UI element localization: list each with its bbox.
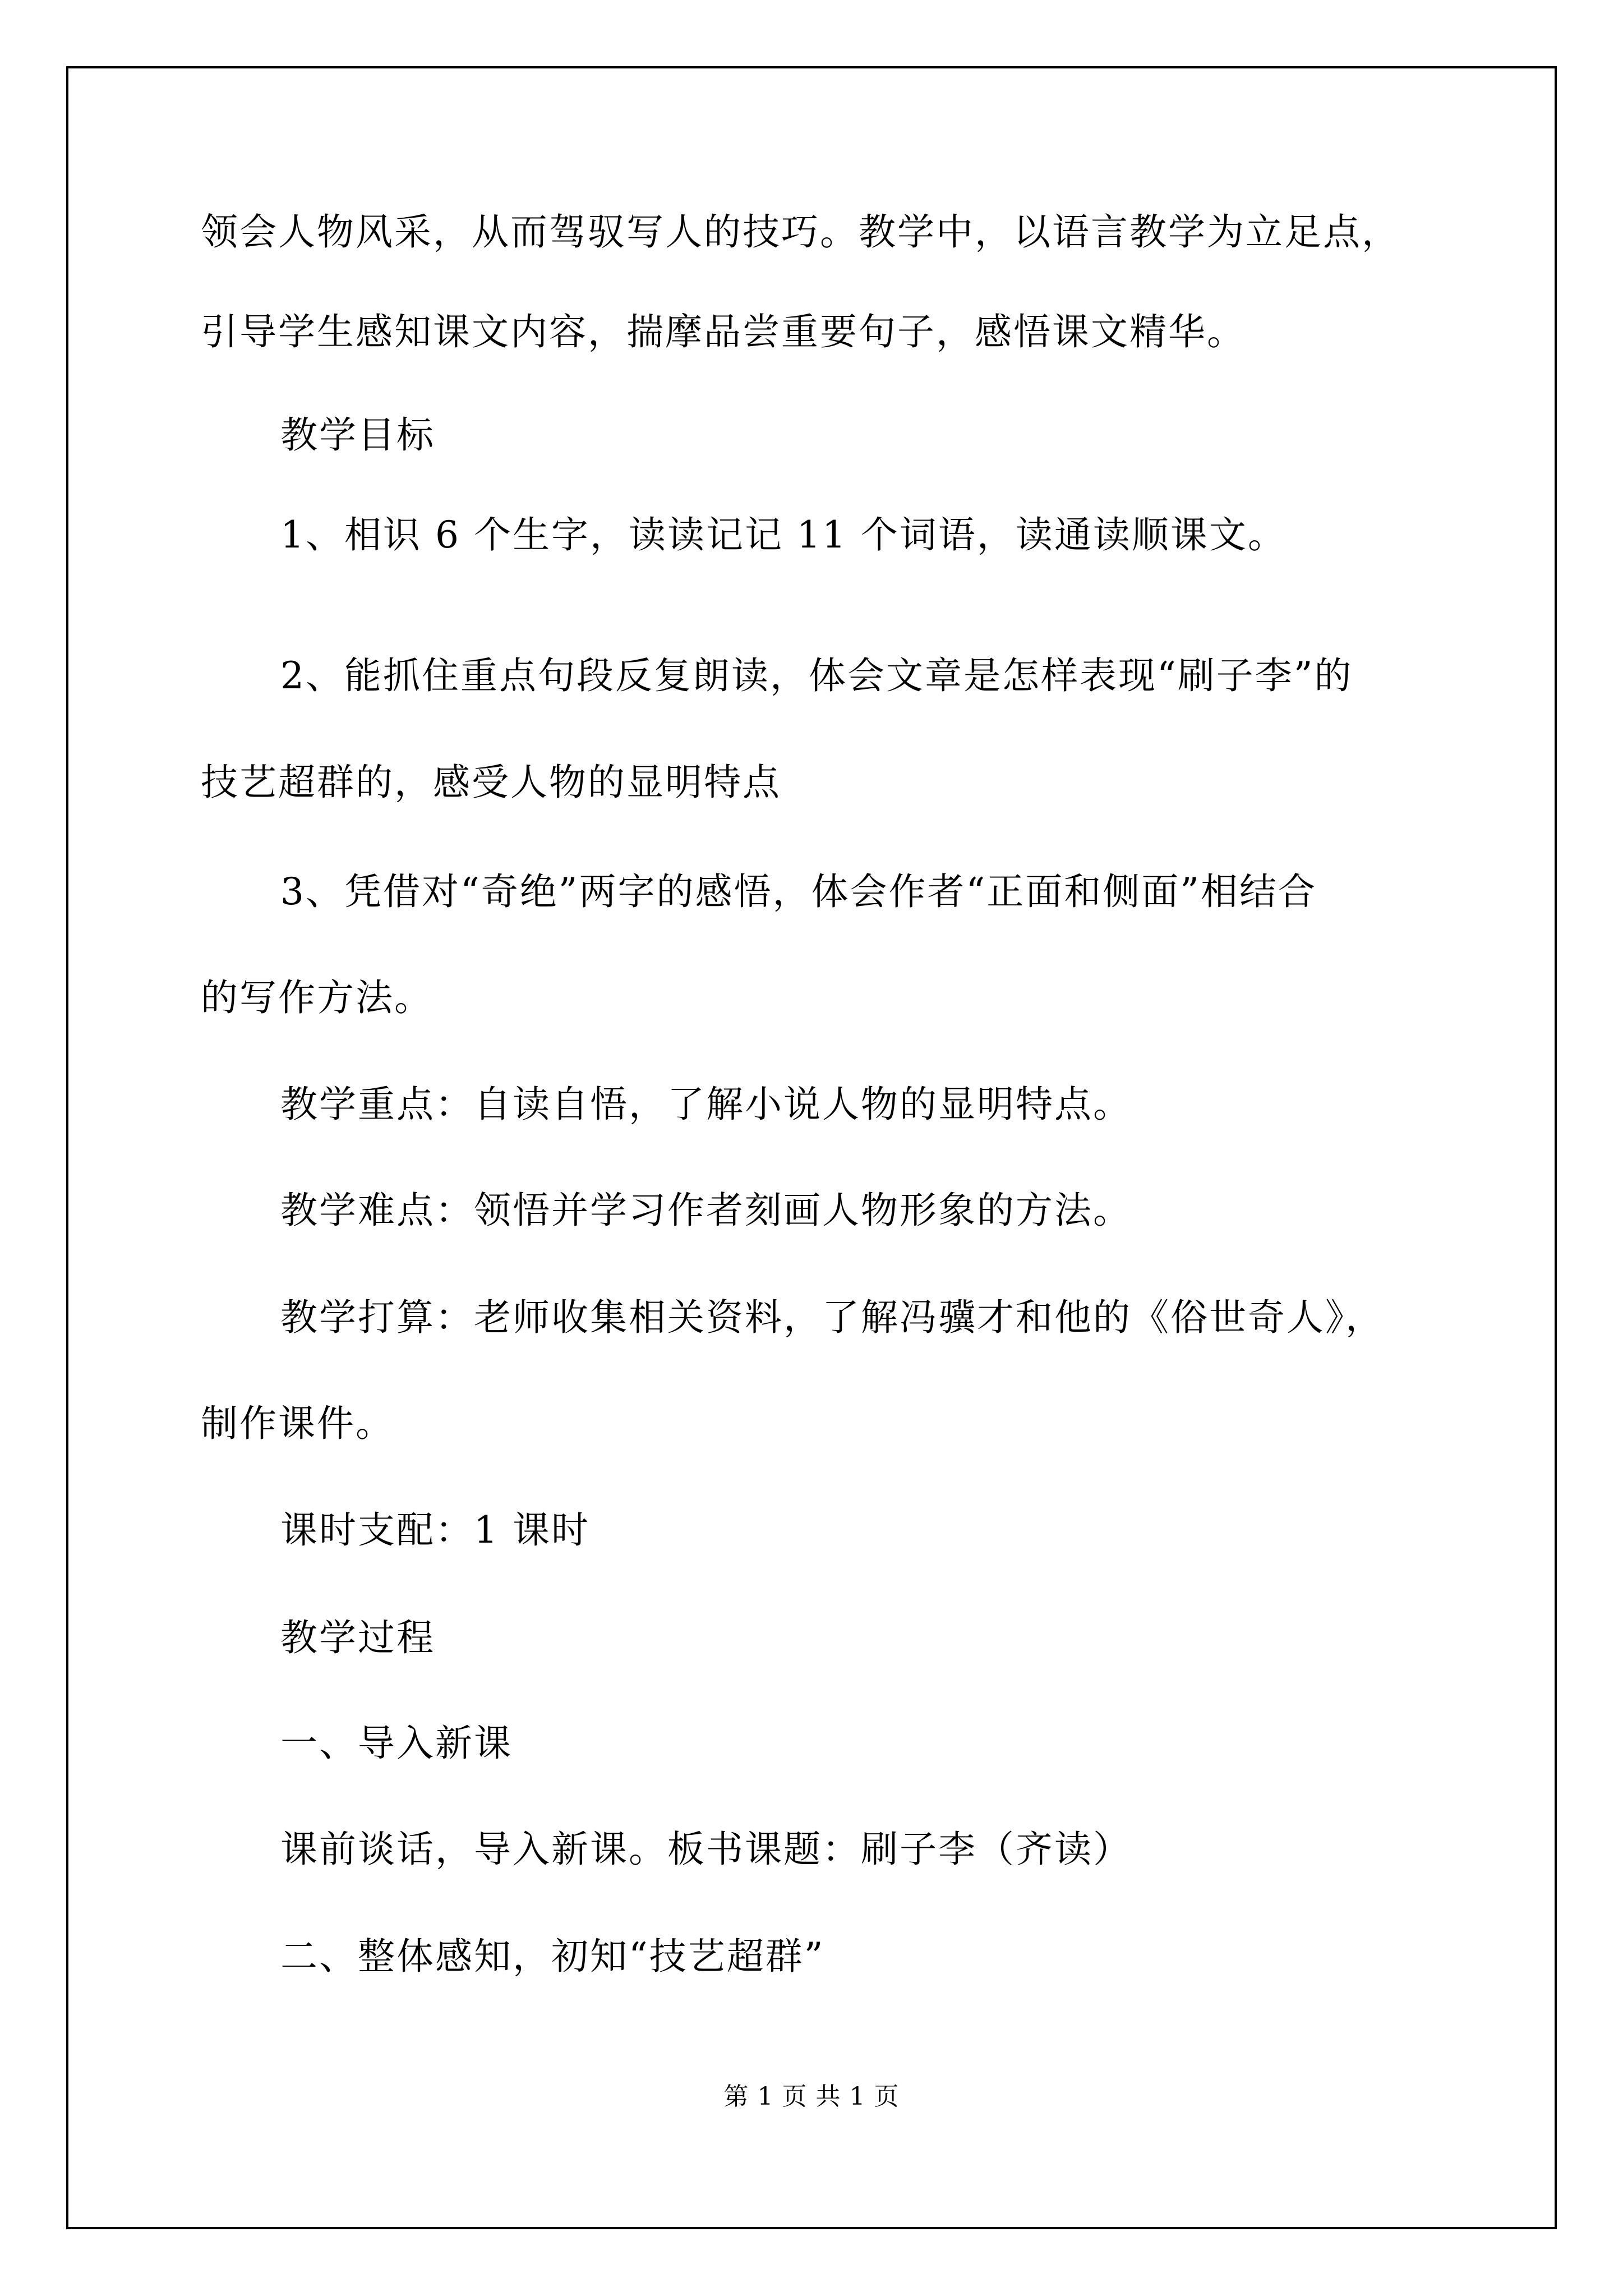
paragraph-line: 课前谈话，导入新课。板书课题：刷子李（齐读）: [280, 1828, 1132, 1871]
paragraph-line: 教学重点：自读自悟，了解小说人物的显明特点。: [280, 1083, 1132, 1126]
paragraph-line: 教学打算：老师收集相关资料，了解冯骥才和他的《俗世奇人》，: [280, 1296, 1384, 1339]
paragraph-line: 引导学生感知课文内容，揣摩品尝重要句子，感悟课文精华。: [201, 310, 1246, 353]
paragraph-line: 制作课件。: [201, 1402, 394, 1445]
paragraph-line: 技艺超群的，感受人物的显明特点: [201, 761, 781, 804]
paragraph-line: 领会人物风采，从而驾驭写人的技巧。教学中，以语言教学为立足点，: [201, 210, 1400, 254]
section-heading: 教学目标: [280, 413, 435, 457]
section-heading: 一、导入新课: [280, 1722, 513, 1765]
page-footer: 第 1 页 共 1 页: [723, 2082, 900, 2111]
paragraph-line: 教学难点：领悟并学习作者刻画人物形象的方法。: [280, 1189, 1132, 1232]
section-heading: 二、整体感知，初知“技艺超群”: [280, 1935, 825, 1978]
page-border: [66, 66, 1557, 2229]
list-item: 1、相识 6 个生字，读读记记 11 个词语，读通读顺课文。: [280, 513, 1287, 556]
list-item: 3、凭借对“奇绝”两字的感悟，体会作者“正面和侧面”相结合: [280, 870, 1317, 913]
list-item: 2、能抓住重点句段反复朗读，体会文章是怎样表现“刷子李”的: [280, 654, 1353, 697]
paragraph-line: 的写作方法。: [201, 976, 433, 1019]
section-heading: 教学过程: [280, 1616, 435, 1659]
paragraph-line: 课时支配：1 课时: [280, 1508, 590, 1552]
